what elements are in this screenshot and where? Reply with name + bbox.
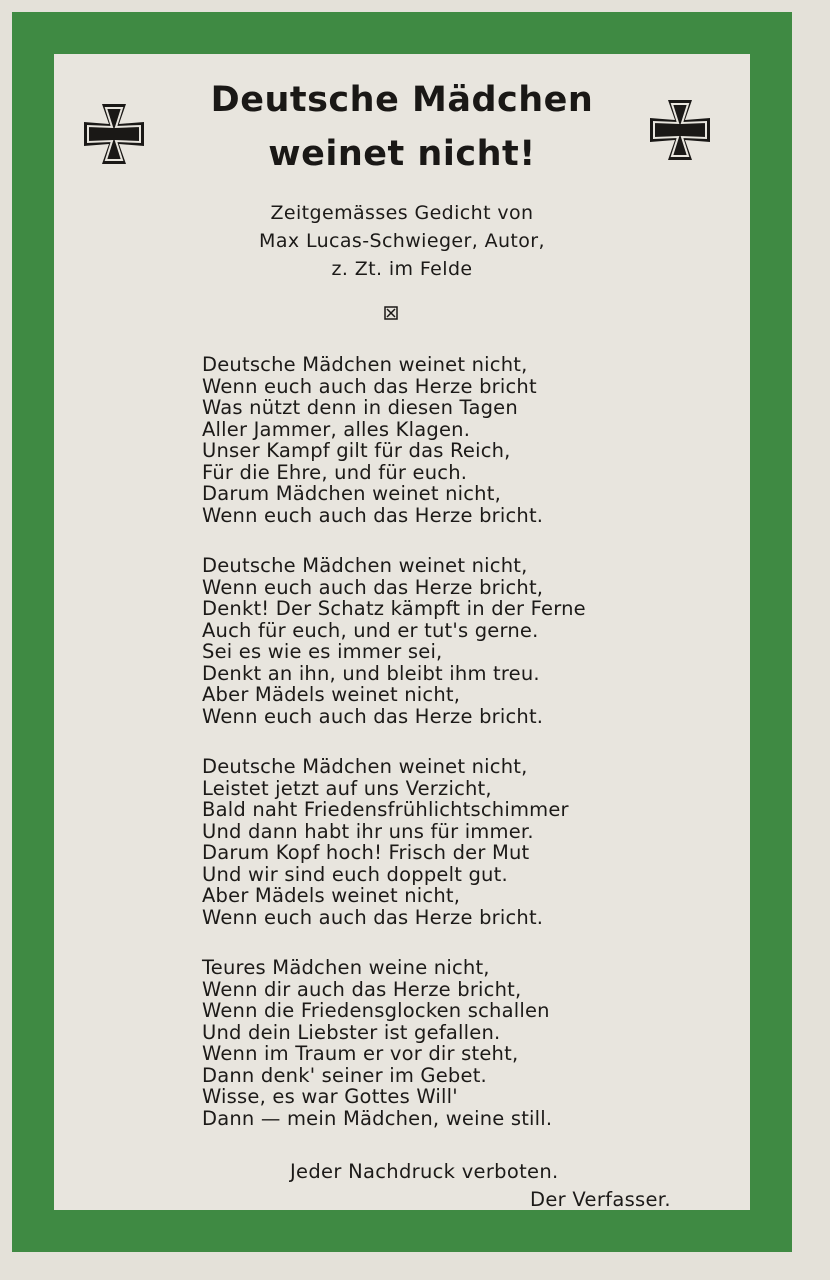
verse-line: Denkt! Der Schatz kämpft in der Ferne [202,597,586,620]
stanza-4 [202,957,552,1129]
author-signature: Der Verfasser. [530,1188,671,1211]
verse-line: Wenn die Friedensglocken schallen [202,999,550,1022]
verse-line: Denkt an ihn, und bleibt ihm treu. [202,661,540,685]
subtitle-line-2: Max Lucas-Schwieger, Autor, [259,230,545,252]
verse-line: Wenn euch auch das Herze bricht [202,374,537,398]
verse-line: Darum Kopf hoch! Frisch der Mut [202,841,530,864]
verse-line: Deutsche Mädchen weinet nicht, [202,554,528,577]
verse-line: Wenn euch auch das Herze bricht. [202,503,544,527]
verse-line: Deutsche Mädchen weinet nicht, [202,353,528,376]
reprint-notice: Jeder Nachdruck verboten. [290,1160,559,1183]
verse-line: Was nützt denn in diesen Tagen [202,396,518,419]
verse-line: Wisse, es war Gottes Will' [202,1085,458,1108]
verse-line: Bald naht Friedensfrühlichtschimmer [202,798,569,821]
verse-line: Wenn im Traum er vor dir steht, [202,1042,519,1065]
verse-line: Wenn euch auch das Herze bricht. [202,905,544,929]
poem-panel [54,54,750,1210]
verse-line: Aber Mädels weinet nicht, [202,683,461,706]
ornament-icon [384,306,398,320]
stanza-2 [202,555,586,727]
subtitle-line-3: z. Zt. im Felde [331,258,473,280]
verse-line: Auch für euch, und er tut's gerne. [202,618,539,642]
verse-line: Und dein Liebster ist gefallen. [202,1020,501,1044]
verse-line: Dann — mein Mädchen, weine still. [202,1106,553,1130]
title-line-1: Deutsche Mädchen [210,80,594,120]
stanza-1 [202,354,543,526]
verse-line: Wenn euch auch das Herze bricht, [202,575,544,599]
verse-line: Und wir sind euch doppelt gut. [202,862,508,886]
verse-line: Und dann habt ihr uns für immer. [202,819,534,843]
title-line-2: weinet nicht! [268,134,536,174]
verse-line: Deutsche Mädchen weinet nicht, [202,755,528,778]
verse-line: Aber Mädels weinet nicht, [202,884,461,907]
verse-line: Wenn euch auch das Herze bricht. [202,704,544,728]
stanza-3 [202,756,569,928]
subtitle-line-1: Zeitgemässes Gedicht von [270,202,534,224]
verse-line: Leistet jetzt auf uns Verzicht, [202,776,492,800]
green-border [12,12,792,1252]
verse-line: Wenn dir auch das Herze bricht, [202,977,522,1001]
verse-line: Sei es wie es immer sei, [202,640,443,663]
verse-line: Dann denk' seiner im Gebet. [202,1063,487,1087]
verse-line: Darum Mädchen weinet nicht, [202,482,501,505]
verse-line: Unser Kampf gilt für das Reich, [202,439,511,462]
verse-line: Teures Mädchen weine nicht, [202,956,490,979]
verse-line: Für die Ehre, und für euch. [202,460,468,484]
verse-line: Aller Jammer, alles Klagen. [202,417,471,441]
